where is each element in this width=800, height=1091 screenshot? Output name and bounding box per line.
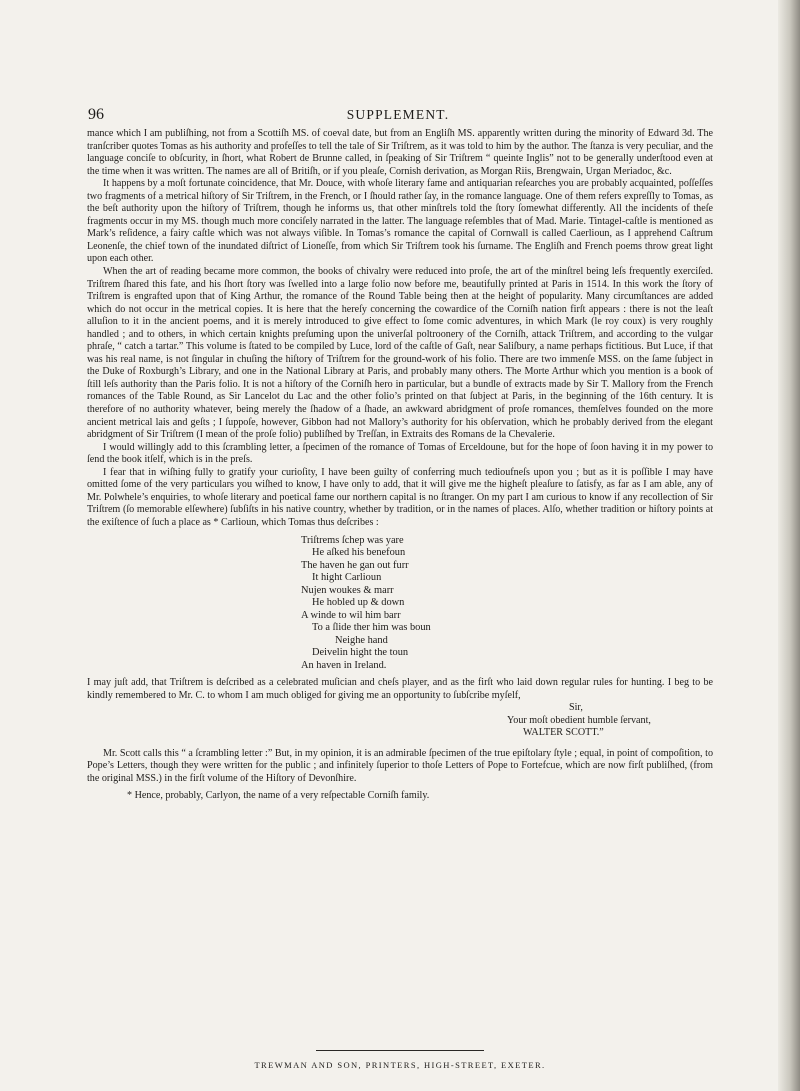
poem-line: The haven he gan out furr	[301, 559, 409, 571]
poem-line: To a ſlide ther him was boun	[312, 622, 431, 633]
valediction: Your moſt obedient humble ſervant,	[507, 714, 651, 726]
poem-line: He aſked his benefoun	[312, 547, 406, 558]
poem-line: Neighe hand	[335, 634, 388, 646]
paragraph: mance which I am publiſhing, not from a Scottiſh MS. of coeval date, but from an Engliſh MS. apparently written during the minority of Edward 3d. The tranſcriber quotes Tomas as his authority and profeſſes to tell the tale of Sir Triſtrem, as it was told to him by the author. The ſtanza is very peculiar, and the language conciſe to obſcurity, in ſhort, what Robert de Brunne called, in ſpeaking of Sir Triſtrem “ queinte Inglis” not to be generally underſtood even at the time when it was written. The names are all of Britiſh, or if you pleaſe, Cornish derivation, as Morgan Riis, Brengwain, Urgan Meriadoc, &c.	[87, 128, 713, 177]
poem-line: Nujen woukes & marr	[301, 584, 394, 596]
page-number: 96	[88, 106, 104, 123]
poem-line: It hight Carlioun	[312, 572, 382, 583]
printer-imprint: TREWMAN AND SON, PRINTERS, HIGH-STREET, EXETER.	[254, 1060, 546, 1070]
footnote: * Hence, probably, Carlyon, the name of a very reſpectable Corniſh family.	[127, 790, 430, 802]
poem	[301, 535, 713, 673]
poem-line: He hobled up & down	[312, 597, 405, 608]
signature: WALTER SCOTT.”	[523, 727, 604, 739]
paragraph: When the art of reading became more common, the books of chivalry were reduced into proſe, the art of the minſtrel being leſs frequently exerciſed. Triſtrem ſhared this fate, and his ſhort ſtory was ſwelled into a large folio now before me, beautifully printed at Paris in 1514. In this work the ſtory of Triſtrem is engrafted upon that of King Arthur, the romance of the Round Table being then at the height of popularity. Many circumſtances are added which do not occur in the metrical copies. It is here that the hereſy concerning the cowardice of the Corniſh nation firſt appears : there is not the leaſt alluſion to it in the ancient poems, and it is merely introduced to give effect to ſome comic adventures, in which Mark (le roy coux) is very roughly handled ; and to others, in which certain knights preſuming upon the univerſal poltroonery of the Corniſh, attack Triſtrem, and according to the vulgar phraſe, “ catch a tartar.” This volume is ſtated to be compiled by Luce, lord of the caſtle of Gaſt, near Saliſbury, a name perhaps fictitious. But Luce, if that was his real name, is not ſingular in chuſing the hiſtory of Triſtrem for the ground-work of his folio. There are two immenſe MSS. on the ſame ſubject in the Duke of Roxburgh’s Library, and one in the National Library at Paris, and probably many others. The Morte Arthur which you mention is a book of ſtill leſs authority than the Paris folio. It is not a hiſtory of the Corniſh hero in particular, but a bundle of extracts made by Sir T. Mallory from the French romances of the Table Round, as Sir Lancelot du Lac and the other folio’s printed on that ſubject at Paris, in the beginning of the 16th century. It is therefore of no authority whatever, being merely the ſhadow of a ſhade, an awkward abridgment of proſe romances, themſelves founded on the more ancient metrical lais and geſts ; I ſuppoſe, however, Gibbon had not Mallory’s authority for his obſervation, which he probably derived from the elegant abridgment of Sir Triſtrem (I mean of the proſe folio) publiſhed by Treſſan, in Extraits des Romans de la Chevalerie.	[87, 266, 713, 441]
body-text	[87, 128, 713, 803]
paragraph: It happens by a moſt fortunate coincidence, that Mr. Douce, with whoſe literary fame and antiquarian reſearches you are probably acquainted, poſſeſſes two fragments of a metrical hiſtory of Sir Triſtrem, in the French, or I ſhould rather ſay, in the romance language. One of them refers expreſſly to Tomas, as the beſt authority upon the hiſtory of Triſtrem, though he informs us, that other minſtrels told the ſtory ſomewhat differently. All the incidents of theſe fragments occur in my MS. though much more conciſely narrated in the latter. The language reſembles that of Mad. Marie. Tintagel-caſtle is mentioned as Mark’s reſidence, a fairy caſtle which was not always viſible. In Tomas’s romance the capital of Cornwall is called Caerlioun, as I apprehend Caſtrum Leonenſe, the chief town of the inundated diſtrict of Lioneſſe, from which Sir Triſtrem took his ſurname. The Engliſh and French poems throw great light upon each other.	[87, 178, 713, 265]
page-header	[88, 106, 708, 128]
paragraph: Mr. Scott calls this “ a ſcrambling letter :” But, in my opinion, it is an admirable ſpecimen of the true epiſtolary ſtyle ; equal, in point of compoſition, to Pope’s Letters, though they were written for the public ; and infinitely ſuperior to thoſe Letters of Pope to Fortefcue, which are now firſt publiſhed, (from the original MSS.) in the firſt volume of the Hiſtory of Devonſhire.	[87, 747, 713, 784]
poem-line: Deivelin hight the toun	[312, 647, 409, 658]
page-edge-shadow	[778, 0, 800, 1091]
paragraph: I may juſt add, that Triſtrem is deſcribed as a celebrated muſician and cheſs player, and as the firſt who laid down regular rules for hunting. I beg to be kindly remembered to Mr. C. to whom I am much obliged for giving me an opportunity to ſubſcribe myſelf,	[87, 677, 713, 701]
paragraph: I would willingly add to this ſcrambling letter, a ſpecimen of the romance of Tomas of Erceldoune, but for the hope of ſoon having it in my power to ſend the book itſelf, which is in the preſs.	[87, 441, 713, 466]
divider-rule	[316, 1050, 484, 1051]
poem-line: Triſtrems ſchep was yare	[301, 534, 404, 546]
poem-line: An haven in Ireland.	[301, 659, 387, 671]
letter-closing	[507, 702, 713, 740]
paragraph: I fear that in wiſhing fully to gratify your curioſity, I have been guilty of conferring much tedioufneſs upon you ; but as it is poſſible I may have omitted ſome of the very particulars you wiſhed to know, I have only to add, that it will give me the higheſt pleaſure to ſatisfy, as far as I am able, any of Mr. Polwhele’s enquiries, to whoſe literary and poetical fame our northern capital is no ſtranger. On my part I am curious to know if any recollection of Sir Triſtrem (ſo memorable elſewhere) ſubſiſts in his native country, whether by tradition, or in the names of places. Alſo, whether tradition or hiſtory points at the exiſtence of ſuch a place as * Carlioun, which Tomas thus deſcribes :	[87, 466, 713, 528]
salutation: Sir,	[569, 702, 583, 714]
running-head: SUPPLEMENT.	[346, 107, 450, 122]
poem-line: A winde to wil him barr	[301, 609, 401, 621]
